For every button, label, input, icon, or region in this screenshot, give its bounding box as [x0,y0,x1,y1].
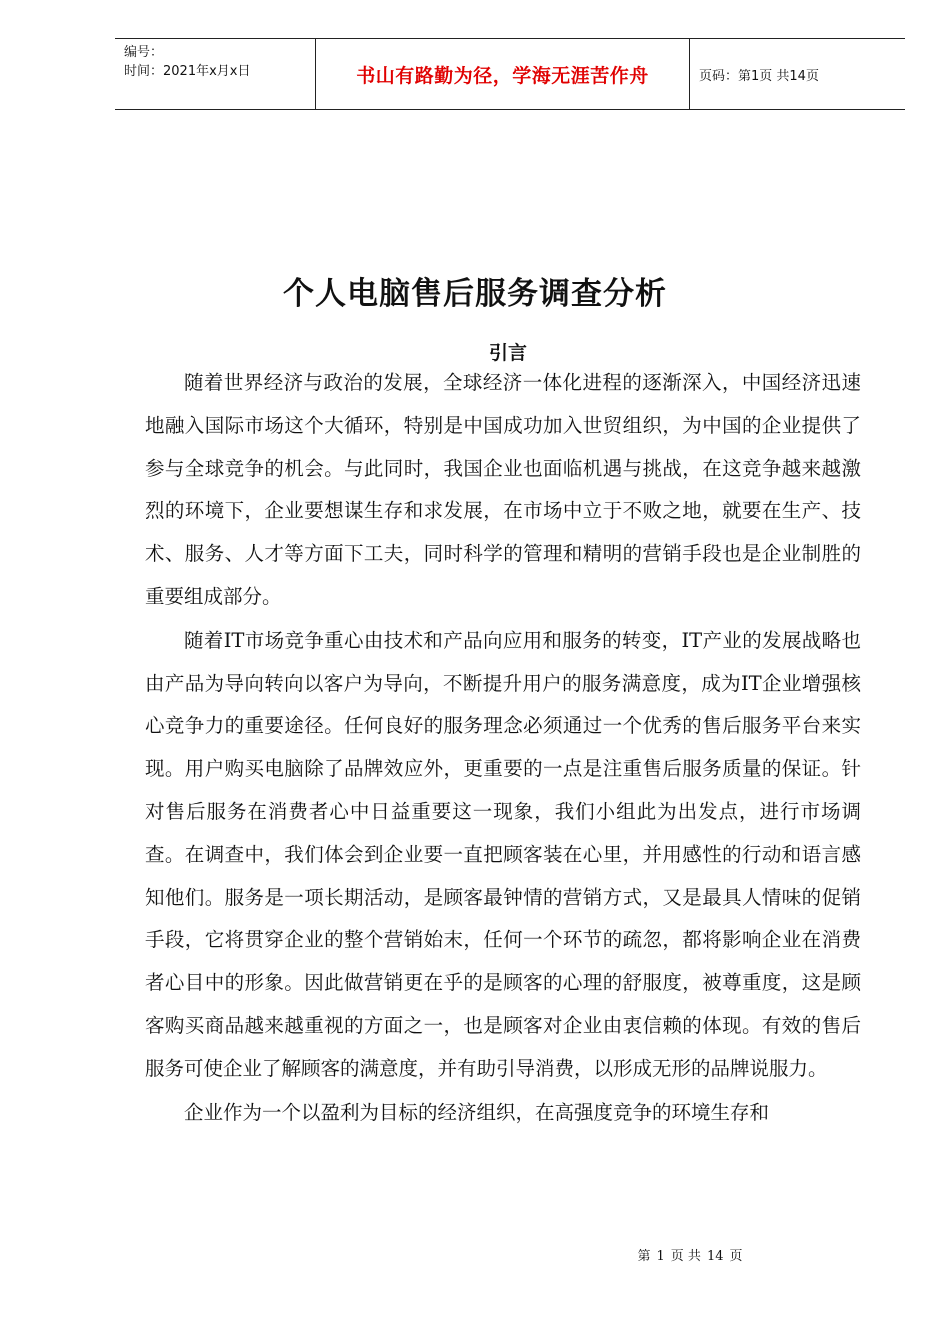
page-footer [0,1245,950,1264]
header-meta-cell [115,39,316,109]
header-motto: 书山有路勤为径，学海无涯苦作舟 [316,39,690,109]
header-number-label: 编号： [124,45,164,60]
document-header [115,38,905,110]
footer-total-pages: 14 [706,1249,724,1264]
header-time-label: 时间：2021年x月x日 [124,64,251,79]
footer-suffix: 页 [729,1249,743,1264]
footer-middle: 页 共 [670,1249,701,1264]
footer-prefix: 第 [637,1249,651,1264]
body-paragraph: 企业作为一个以盈利为目标的经济组织，在高强度竞争的环境生存和 [184,1100,770,1124]
body-paragraph: 随着世界经济与政治的发展，全球经济一体化进程的逐渐深入，中国经济迅速地融入国际市场这个大循环，特别是中国成功加入世贸组织，为中国的企业提供了参与全球竞争的机会。与此同时，我国企业也面临机遇与挑战，在这竞争越来越激烈的环境下，企业要想谋生存和求发展，在市场中立于不败之地，就要在生产、技术、服务、人才等方面下工夫，同时科学的管理和精明的营销手段也是企业制胜的重要组成部分。 [145,371,861,608]
body-paragraph: 随着IT市场竞争重心由技术和产品向应用和服务的转变，IT产业的发展战略也由产品为导向转向以客户为导向，不断提升用户的服务满意度，成为IT企业增强核心竞争力的重要途径。任何良好的服务理念必须通过一个优秀的售后服务平台来实现。用户购买电脑除了品牌效应外，更重要的一点是注重售后服务质量的保证。针对售后服务在消费者心中日益重要这一现象，我们小组此为出发点，进行市场调查。在调查中，我们体会到企业要一直把顾客装在心里，并用感性的行动和语言感知他们。服务是一项长期活动，是顾客最钟情的营销方式，又是最具人情味的促销手段，它将贯穿企业的整个营销始末，任何一个环节的疏忽，都将影响企业在消费者心目中的形象。因此做营销更在乎的是顾客的心理的舒服度，被尊重度，这是顾客购买商品越来越重视的方面之一，也是顾客对企业由衷信赖的体现。有效的售后服务可使企业了解顾客的满意度，并有助引导消费，以形成无形的品牌说服力。 [145,628,861,1080]
footer-page-number: 1 [656,1249,665,1264]
header-page-info: 页码：第1页 共14页 [699,68,819,84]
document-title: 个人电脑售后服务调查分析 [283,276,667,312]
section-heading: 引言 [488,342,527,364]
document-body [145,362,861,1134]
